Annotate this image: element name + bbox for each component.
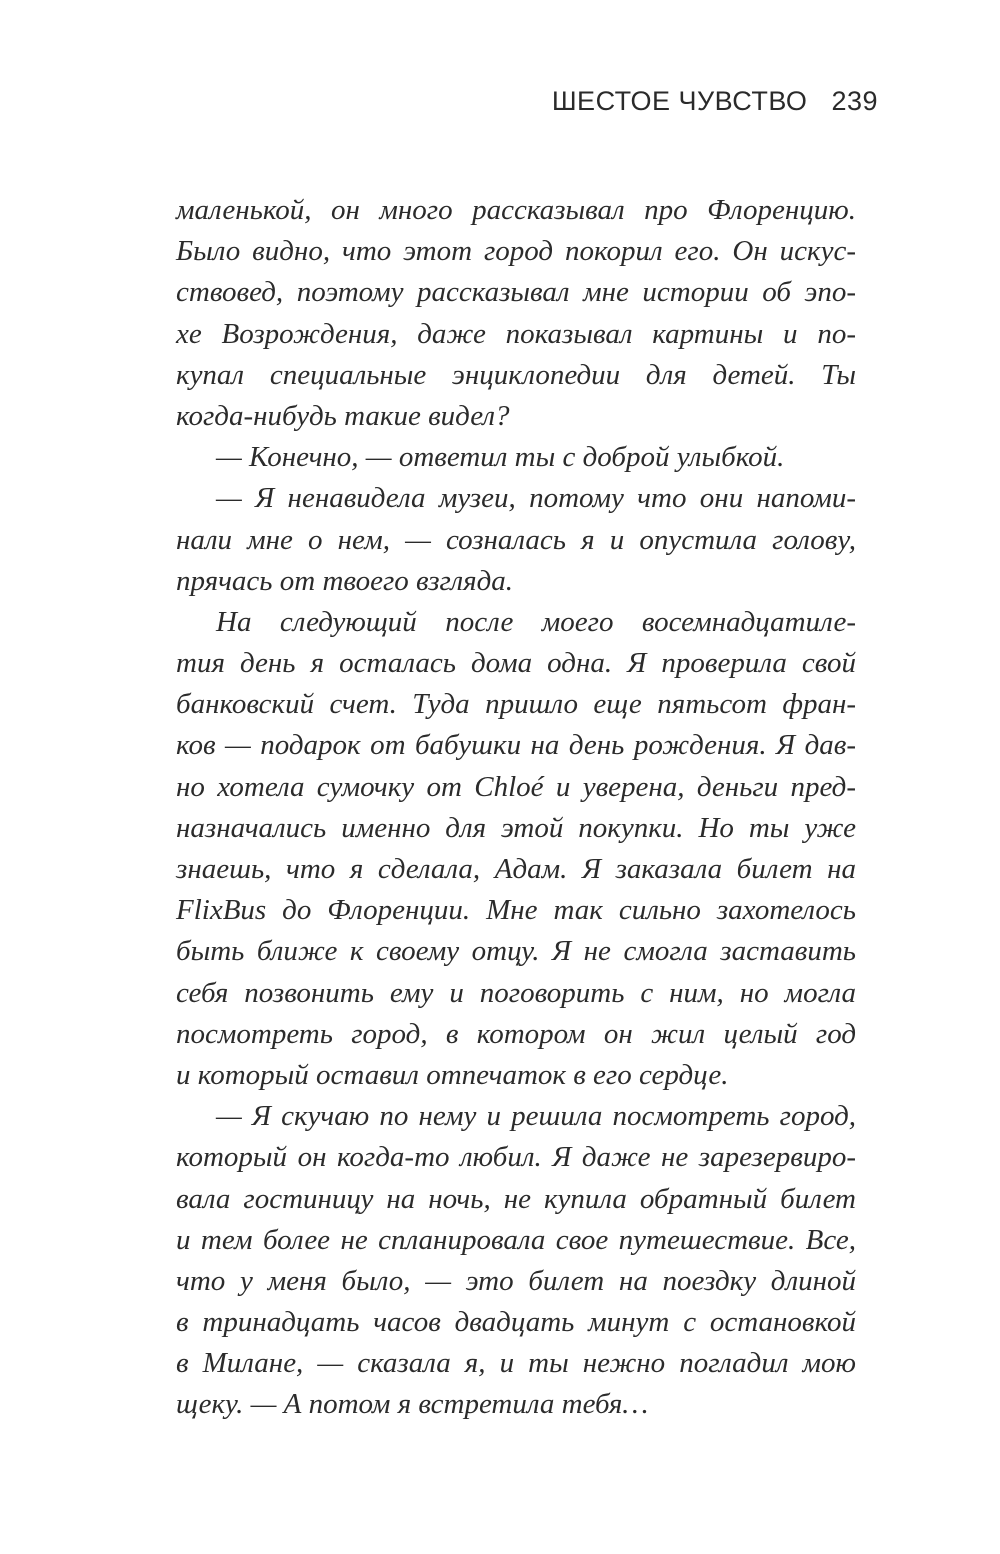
- chapter-title: ШЕСТОЕ ЧУВСТВО: [551, 86, 808, 116]
- text-line: Было видно, что этот город покорил его. Он искус-: [176, 235, 856, 268]
- text-line: нали мне о нем, — созналась я и опустила голову,: [176, 523, 856, 556]
- text-line: но хотела сумочку от Chloé и уверена, деньги пред-: [176, 770, 856, 803]
- page-number: 239: [831, 86, 878, 116]
- text-line: хе Возрождения, даже показывал картины и по-: [176, 317, 856, 350]
- text-line: вала гостиницу на ночь, не купила обратный билет: [176, 1182, 856, 1215]
- running-head: [552, 86, 878, 117]
- text-line: который он когда-то любил. Я даже не зарезервиро-: [176, 1141, 856, 1174]
- text-line: — Я скучаю по нему и решила посмотреть город,: [216, 1100, 856, 1133]
- text-line: и тем более не спланировала свое путешествие. Все,: [176, 1223, 856, 1256]
- text-line: ков — подарок от бабушки на день рождения. Я дав-: [176, 729, 856, 762]
- text-line: ствовед, поэтому рассказывал мне истории об эпо-: [176, 276, 856, 309]
- text-line: — Я ненавидела музеи, потому что они напоми-: [216, 482, 856, 515]
- text-line: FlixBus до Флоренции. Мне так сильно захотелось: [176, 894, 856, 927]
- text-line: в тринадцать часов двадцать минут с остановкой: [176, 1306, 856, 1339]
- text-line: маленькой, он много рассказывал про Флоренцию.: [176, 194, 856, 226]
- text-line: быть ближе к своему отцу. Я не смогла заставить: [176, 935, 856, 968]
- text-line: тия день я осталась дома одна. Я проверила свой: [176, 647, 856, 680]
- text-line: прячась от твоего взгляда.: [176, 564, 514, 597]
- text-line: купал специальные энциклопедии для детей. Ты: [176, 358, 856, 391]
- text-line: посмотреть город, в котором он жил целый год: [176, 1017, 856, 1050]
- text-line: в Милане, — сказала я, и ты нежно погладил мою: [176, 1347, 856, 1380]
- text-line: себя позвонить ему и поговорить с ним, но могла: [176, 976, 856, 1009]
- text-line: На следующий после моего восемнадцатиле-: [216, 605, 856, 638]
- text-line: назначались именно для этой покупки. Но ты уже: [176, 811, 856, 844]
- text-line: — Конечно, — ответил ты с доброй улыбкой.: [216, 441, 785, 474]
- text-line: и который оставил отпечаток в его сердце.: [176, 1058, 729, 1091]
- text-line: банковский счет. Туда пришло еще пятьсот фран-: [176, 688, 856, 721]
- text-line: щеку. — А потом я встретила тебя…: [176, 1388, 649, 1421]
- body-text: [176, 190, 856, 1426]
- text-line: когда-нибудь такие видел?: [176, 399, 510, 432]
- text-line: знаешь, что я сделала, Адам. Я заказала билет на: [176, 853, 856, 885]
- text-line: что у меня было, — это билет на поездку длиной: [176, 1264, 856, 1297]
